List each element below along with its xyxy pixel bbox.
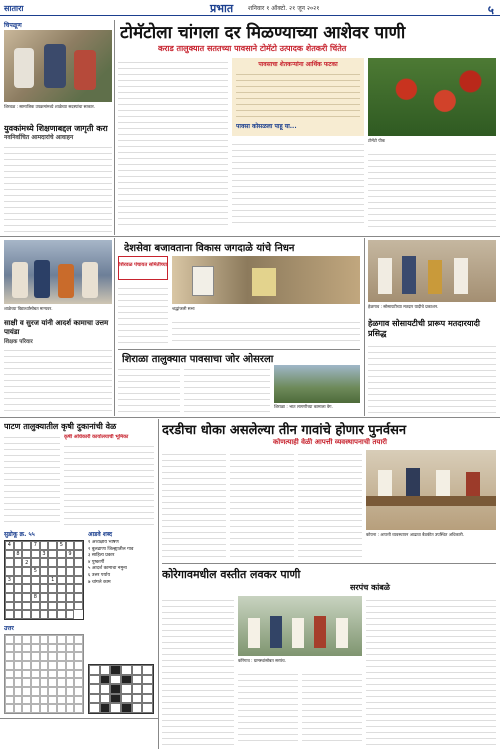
hospital-photo <box>368 240 496 302</box>
lead-subhead: कराड तालुक्यात सततच्या पावसाने टोमॅटो उत्पादक शेतकरी चिंतेत <box>158 44 347 53</box>
sudoku-cell: 1 <box>48 576 57 585</box>
answer-cell <box>31 652 40 661</box>
crossword-cell <box>142 684 153 694</box>
sudoku-cell <box>48 602 57 611</box>
sudoku-answer-grid <box>4 634 84 714</box>
crossword-cell <box>142 694 153 704</box>
answer-cell <box>57 704 66 713</box>
sudoku-cell <box>57 584 66 593</box>
sudoku-cell: 5 <box>57 541 66 550</box>
crossword-cell <box>110 684 121 694</box>
sudoku-cell <box>22 584 31 593</box>
hospital-body <box>368 342 496 414</box>
sudoku-cell <box>57 550 66 559</box>
crossword-cell <box>121 665 132 675</box>
answer-cell <box>22 704 31 713</box>
answer-cell <box>40 687 49 696</box>
answer-cell <box>57 661 66 670</box>
sudoku-cell <box>74 567 83 576</box>
crossword-cell <box>110 665 121 675</box>
answer-cell <box>5 652 14 661</box>
crossword-grid <box>88 664 154 714</box>
answer-cell <box>48 635 57 644</box>
sudoku-cell <box>5 593 14 602</box>
sudoku-cell <box>31 558 40 567</box>
sudoku-cell <box>66 602 75 611</box>
crossword-cell <box>100 703 111 713</box>
sudoku-cell <box>22 550 31 559</box>
lead-headline: टोमॅटोला चांगला दर मिळण्याच्या आशेवर पाणी <box>120 23 406 43</box>
sudoku-cell <box>5 567 14 576</box>
story-headline: युवकांमध्ये शिक्षणाबद्दल जागृती करा <box>4 123 108 133</box>
masthead <box>0 0 500 16</box>
paddy-photo <box>274 365 360 403</box>
sudoku-cell: 2 <box>22 558 31 567</box>
answer-cell <box>57 652 66 661</box>
shop-subhead: कृषी अधिकारी कार्यालयाची भूमिका <box>64 434 129 440</box>
crossword-cell <box>121 684 132 694</box>
story-body <box>4 143 112 233</box>
sudoku-cell <box>14 576 23 585</box>
sudoku-cell <box>31 584 40 593</box>
answer-cell <box>14 661 23 670</box>
answer-cell <box>57 687 66 696</box>
crossword-cell <box>100 694 111 704</box>
clue-item: ६ उत्तर पर्याय <box>88 572 111 578</box>
sudoku-cell <box>66 558 75 567</box>
sudoku-cell <box>40 541 49 550</box>
answer-cell <box>5 687 14 696</box>
sudoku-cell <box>14 584 23 593</box>
tribute-photo <box>172 256 360 304</box>
sudoku-cell <box>40 593 49 602</box>
sudoku-answer-title: उत्तर <box>4 625 14 632</box>
answer-cell <box>14 704 23 713</box>
sudoku-cell <box>40 610 49 619</box>
tomato-photo <box>368 58 496 136</box>
photo-caption: शिरवळ : सामाजिक उपक्रमांमध्ये शाळेच्या सदस्यांचा सत्कार. <box>4 104 95 109</box>
rehab-body-2 <box>230 450 294 560</box>
answer-cell <box>48 678 57 687</box>
crossword-cell <box>89 675 100 685</box>
sudoku-cell <box>22 567 31 576</box>
sudoku-cell <box>57 602 66 611</box>
sudoku-cell: 8 <box>31 593 40 602</box>
answer-cell <box>31 661 40 670</box>
sudoku-cell <box>66 541 75 550</box>
answer-cell <box>66 696 75 705</box>
sudoku-cell <box>66 610 75 619</box>
crossword-cell <box>100 684 111 694</box>
hospital-photo-caption: हेळगाव : सोसायटीच्या मतदार यादीचे प्रकाशन. <box>368 304 439 309</box>
koregaon-headline: कोरेगावमधील वस्तीत लवकर पाणी <box>162 568 301 581</box>
crossword-cell <box>121 694 132 704</box>
school-headline: साक्षी व सुरज यांनी आदर्श कामाचा उत्तम पायंडा <box>4 318 109 336</box>
sudoku-cell <box>74 550 83 559</box>
answer-cell <box>5 670 14 679</box>
sudoku-cell <box>57 567 66 576</box>
answer-cell <box>31 704 40 713</box>
newspaper-logo: प्रभात <box>210 2 234 15</box>
school-photo-caption: शाळेच्या विद्यार्थ्यांसोबत मान्यवर. <box>4 306 53 311</box>
sudoku-grid <box>4 540 84 620</box>
dev-body-2 <box>172 318 360 346</box>
answer-cell <box>66 661 75 670</box>
rain-body-2 <box>184 365 270 413</box>
rain-body-1 <box>118 365 180 413</box>
answer-cell <box>22 678 31 687</box>
answer-cell <box>31 678 40 687</box>
sudoku-cell <box>48 584 57 593</box>
rain-headline: शिराळा तालुक्यात पावसाचा जोर ओसरला <box>122 354 274 365</box>
answer-cell <box>48 687 57 696</box>
answer-cell <box>14 696 23 705</box>
sudoku-cell <box>14 541 23 550</box>
sudoku-cell <box>48 550 57 559</box>
rehab-headline: दरडीचा धोका असलेल्या तीन गावांचे होणार पुनर्वसन <box>162 423 407 438</box>
answer-cell <box>40 652 49 661</box>
sudoku-cell <box>57 593 66 602</box>
answer-cell <box>40 678 49 687</box>
sudoku-cell <box>48 610 57 619</box>
dev-headline: देशसेवा बजावताना विकास जगदाळे यांचे निधन <box>124 243 295 254</box>
sudoku-cell <box>40 576 49 585</box>
sudoku-cell <box>40 602 49 611</box>
crossword-cell <box>110 703 121 713</box>
koregaon-body-1 <box>162 596 234 746</box>
sudoku-cell: 5 <box>31 567 40 576</box>
crossword-cell <box>110 694 121 704</box>
sudoku-title: सुडोकू क्र. ५५ <box>4 531 35 538</box>
answer-cell <box>74 644 83 653</box>
meeting-photo-caption: कोयना : आपत्ती व्यवस्थापन आढावा बैठकीत उपस्थित अधिकारी. <box>366 532 465 537</box>
clue-item: ३ साहित्य प्रकार <box>88 553 115 559</box>
clue-list <box>88 540 154 660</box>
sudoku-cell <box>66 567 75 576</box>
answer-cell <box>66 635 75 644</box>
sudoku-cell <box>66 576 75 585</box>
answer-cell <box>5 696 14 705</box>
answer-cell <box>40 644 49 653</box>
koregaon-photo <box>238 596 362 656</box>
tribute-photo-caption: श्रद्धांजली सभा <box>172 306 195 311</box>
answer-cell <box>48 644 57 653</box>
section-name: सातारा <box>4 4 24 13</box>
lead-body-col-3 <box>368 150 496 228</box>
school-subhead: शिक्षक परिवार <box>4 339 33 345</box>
sudoku-cell: 3 <box>5 576 14 585</box>
sudoku-cell <box>57 576 66 585</box>
clue-item: ७ चांगले काम <box>88 579 111 585</box>
answer-cell <box>31 644 40 653</box>
school-photo <box>4 240 112 304</box>
sudoku-cell <box>66 593 75 602</box>
sudoku-cell <box>22 602 31 611</box>
koregaon-photo-caption: कोरेगाव : ग्रामस्थांसोबत सरपंच. <box>238 658 287 663</box>
answer-cell <box>31 696 40 705</box>
answer-cell <box>66 687 75 696</box>
story-subhead: नवनिर्वाचित आमदारांचे आवाहन <box>4 134 74 141</box>
shop-body-2 <box>64 442 154 525</box>
koregaon-body-2 <box>238 670 298 746</box>
answer-cell <box>66 644 75 653</box>
sudoku-cell <box>48 567 57 576</box>
answer-cell <box>74 687 83 696</box>
crossword-cell <box>121 703 132 713</box>
answer-cell <box>74 696 83 705</box>
answer-cell <box>22 696 31 705</box>
clue-item: ५ आदर्श कामाचा नमुना <box>88 566 127 572</box>
answer-cell <box>40 635 49 644</box>
answer-cell <box>74 670 83 679</box>
answer-cell <box>48 670 57 679</box>
lead-body-col-1 <box>118 58 228 228</box>
answer-cell <box>74 652 83 661</box>
answer-cell <box>66 670 75 679</box>
answer-cell <box>5 678 14 687</box>
sudoku-cell: 7 <box>31 541 40 550</box>
sudoku-cell <box>22 593 31 602</box>
answer-cell <box>22 670 31 679</box>
answer-cell <box>74 635 83 644</box>
answer-cell <box>57 635 66 644</box>
crossword-cell <box>89 694 100 704</box>
meeting-photo <box>366 450 496 530</box>
highlight-body <box>236 70 360 120</box>
paddy-photo-caption: शिराळा : भात लागणीच्या कामाला वेग. <box>274 404 333 409</box>
sudoku-cell <box>74 541 83 550</box>
answer-cell <box>66 678 75 687</box>
sudoku-cell <box>14 558 23 567</box>
sudoku-cell <box>14 567 23 576</box>
crossword-cell <box>142 665 153 675</box>
answer-cell <box>57 644 66 653</box>
lead-body-col-2 <box>232 140 364 228</box>
sudoku-cell <box>14 593 23 602</box>
crossword-cell <box>132 684 143 694</box>
sudoku-cell <box>5 602 14 611</box>
crossword-cell <box>132 694 143 704</box>
school-body <box>4 346 112 414</box>
answer-cell <box>40 696 49 705</box>
rehab-body-1 <box>162 450 226 560</box>
answer-cell <box>14 678 23 687</box>
sudoku-cell <box>48 593 57 602</box>
section-kicker: चिपळूण <box>4 22 22 29</box>
crossword-cell <box>100 665 111 675</box>
rehab-body-3 <box>298 450 362 560</box>
crossword-cell <box>89 684 100 694</box>
crossword-cell <box>142 703 153 713</box>
sudoku-cell <box>5 584 14 593</box>
sudoku-cell: 9 <box>66 550 75 559</box>
answer-cell <box>57 670 66 679</box>
sudoku-cell <box>31 610 40 619</box>
koregaon-body-3 <box>302 670 362 746</box>
sudoku-cell <box>57 610 66 619</box>
sudoku-cell <box>22 541 31 550</box>
crossword-cell <box>89 665 100 675</box>
sudoku-cell <box>31 602 40 611</box>
answer-cell <box>74 678 83 687</box>
clue-title: आडवे शब्द <box>88 531 113 538</box>
clue-item: २ बुलढाणा जिल्ह्यातील गाव <box>88 546 134 552</box>
highlight-box <box>232 58 364 136</box>
crossword-cell <box>132 665 143 675</box>
hospital-headline: हेळगाव सोसायटीची प्रारूप मतदारयादी प्रसिद्ध <box>368 318 480 338</box>
answer-cell <box>57 696 66 705</box>
sudoku-cell: 4 <box>5 541 14 550</box>
answer-cell <box>40 661 49 670</box>
answer-cell <box>48 652 57 661</box>
sudoku-cell <box>31 576 40 585</box>
answer-cell <box>22 661 31 670</box>
highlight-heading: पावसाचा शेतकऱ्यांना आर्थिक फटका <box>258 61 338 68</box>
answer-cell <box>48 661 57 670</box>
sudoku-cell <box>74 576 83 585</box>
answer-cell <box>14 635 23 644</box>
answer-cell <box>66 704 75 713</box>
koregaon-subhead: सरपंच कांबळे <box>350 583 390 592</box>
page-number: ५ <box>487 3 494 17</box>
sudoku-cell <box>66 584 75 593</box>
sudoku-cell <box>74 558 83 567</box>
crossword-cell <box>132 675 143 685</box>
answer-cell <box>31 635 40 644</box>
sudoku-cell <box>14 610 23 619</box>
sudoku-cell <box>40 558 49 567</box>
crossword-cell <box>110 675 121 685</box>
sudoku-cell <box>5 610 14 619</box>
answer-cell <box>14 687 23 696</box>
answer-cell <box>22 644 31 653</box>
event-photo <box>4 30 112 102</box>
answer-cell <box>74 661 83 670</box>
tomato-photo-caption: टोमॅटो पीक <box>368 138 385 143</box>
shop-body-1 <box>4 433 60 525</box>
issue-date: शनिवार १ ऑक्टो. २१ जून २०२१ <box>248 5 320 12</box>
answer-cell <box>40 670 49 679</box>
sudoku-cell <box>40 567 49 576</box>
answer-cell <box>5 644 14 653</box>
answer-cell <box>5 661 14 670</box>
sudoku-cell <box>74 602 83 611</box>
answer-cell <box>66 652 75 661</box>
sudoku-cell <box>74 584 83 593</box>
sudoku-cell <box>5 558 14 567</box>
highlight-subhead: पावसा कोसळला पाहू या... <box>236 123 297 130</box>
clue-item: १ अध्यक्षीय भाषण <box>88 540 119 545</box>
dev-body-1 <box>118 284 168 346</box>
answer-cell <box>5 704 14 713</box>
crossword-cell <box>132 703 143 713</box>
sudoku-cell <box>31 550 40 559</box>
sudoku-cell <box>22 610 31 619</box>
answer-cell <box>74 704 83 713</box>
answer-cell <box>57 678 66 687</box>
rehab-subhead: कोणत्याही वेळी आपत्ती व्यवस्थापनाची तयारी <box>273 438 387 446</box>
answer-cell <box>22 687 31 696</box>
dev-box-heading: शिरवळ पंचायत समितीच्या <box>119 262 167 268</box>
dev-box <box>118 256 168 280</box>
sudoku-cell <box>5 550 14 559</box>
answer-cell <box>14 670 23 679</box>
sudoku-cell: 8 <box>14 550 23 559</box>
answer-cell <box>48 704 57 713</box>
answer-cell <box>40 704 49 713</box>
answer-cell <box>22 635 31 644</box>
sudoku-cell <box>14 602 23 611</box>
crossword-cell <box>100 675 111 685</box>
sudoku-cell <box>40 584 49 593</box>
answer-cell <box>31 670 40 679</box>
answer-cell <box>22 652 31 661</box>
crossword-cell <box>89 703 100 713</box>
sudoku-cell <box>74 593 83 602</box>
sudoku-cell: 3 <box>40 550 49 559</box>
sudoku-cell <box>57 558 66 567</box>
answer-cell <box>5 635 14 644</box>
crossword-cell <box>121 675 132 685</box>
shop-headline: पाटण तालुक्यातील कृषी दुकानांची वेळ <box>4 421 117 431</box>
sudoku-cell <box>48 558 57 567</box>
koregaon-body-4 <box>366 596 496 746</box>
clue-item: ४ पुष्कर्णी <box>88 559 105 565</box>
sudoku-cell <box>48 541 57 550</box>
answer-cell <box>14 652 23 661</box>
answer-cell <box>14 644 23 653</box>
crossword-cell <box>142 675 153 685</box>
answer-cell <box>31 687 40 696</box>
answer-cell <box>48 696 57 705</box>
sudoku-cell <box>22 576 31 585</box>
